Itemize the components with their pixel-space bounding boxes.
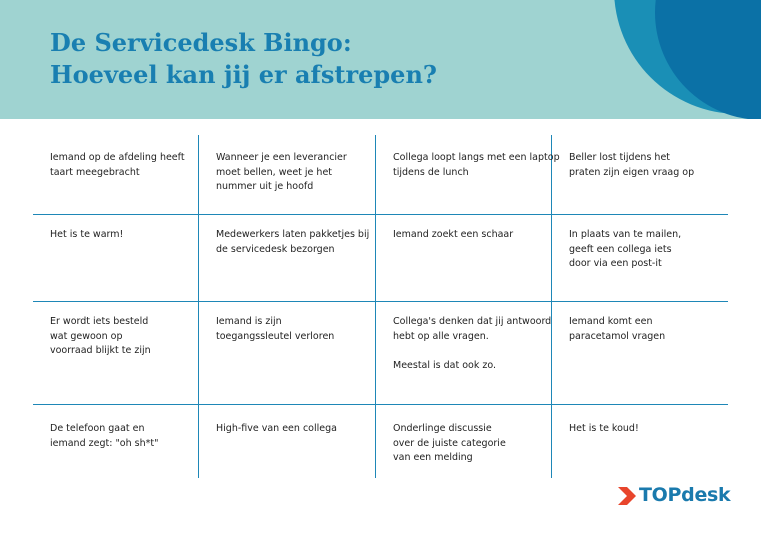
bingo-cell[interactable]: Onderlinge discussie over de juiste categorie van een melding bbox=[393, 423, 506, 463]
bingo-cell[interactable]: Collega's denken dat jij antwoord hebt op alle vragen. Meestal is dat ook zo. bbox=[393, 316, 552, 371]
decorative-circle-dark bbox=[655, 0, 761, 119]
bingo-cell[interactable]: Iemand op de afdeling heeft taart meegebracht bbox=[50, 152, 185, 178]
grid-divider-horizontal bbox=[33, 301, 728, 302]
grid-divider-vertical bbox=[551, 135, 552, 478]
bingo-grid bbox=[33, 135, 728, 478]
bingo-cell[interactable]: Het is te warm! bbox=[50, 229, 124, 240]
bingo-cell[interactable]: High-five van een collega bbox=[216, 423, 337, 434]
bingo-cell[interactable]: Beller lost tijdens het praten zijn eigen vraag op bbox=[569, 152, 695, 178]
page-title bbox=[50, 27, 437, 91]
grid-divider-vertical bbox=[198, 135, 199, 478]
bingo-cell[interactable]: Wanneer je een leverancier moet bellen, weet je het nummer uit je hoofd bbox=[216, 152, 347, 192]
bingo-cell[interactable]: Collega loopt langs met een laptop tijdens de lunch bbox=[393, 152, 560, 178]
chevron-logo-icon bbox=[618, 487, 636, 505]
title-line-2: Hoeveel kan jij er afstrepen? bbox=[50, 60, 437, 89]
bingo-cell[interactable]: Iemand komt een paracetamol vragen bbox=[569, 316, 666, 342]
title-line-1: De Servicedesk Bingo: bbox=[50, 28, 352, 57]
grid-divider-horizontal bbox=[33, 214, 728, 215]
grid-divider-vertical bbox=[375, 135, 376, 478]
bingo-cell[interactable]: Het is te koud! bbox=[569, 423, 639, 434]
bingo-cell[interactable]: Er wordt iets besteld wat gewoon op voorraad blijkt te zijn bbox=[50, 316, 151, 356]
bingo-cell[interactable]: In plaats van te mailen, geeft een collega iets door via een post-it bbox=[569, 229, 682, 269]
bingo-cell[interactable]: De telefoon gaat en iemand zegt: "oh sh*t" bbox=[50, 423, 159, 449]
bingo-cell[interactable]: Iemand is zijn toegangssleutel verloren bbox=[216, 316, 335, 342]
logo-wordmark: TOPdesk bbox=[639, 484, 731, 506]
bingo-cell[interactable]: Iemand zoekt een schaar bbox=[393, 229, 514, 240]
topdesk-logo bbox=[618, 485, 730, 507]
grid-divider-horizontal bbox=[33, 404, 728, 405]
bingo-cell[interactable]: Medewerkers laten pakketjes bij de servicedesk bezorgen bbox=[216, 229, 370, 255]
